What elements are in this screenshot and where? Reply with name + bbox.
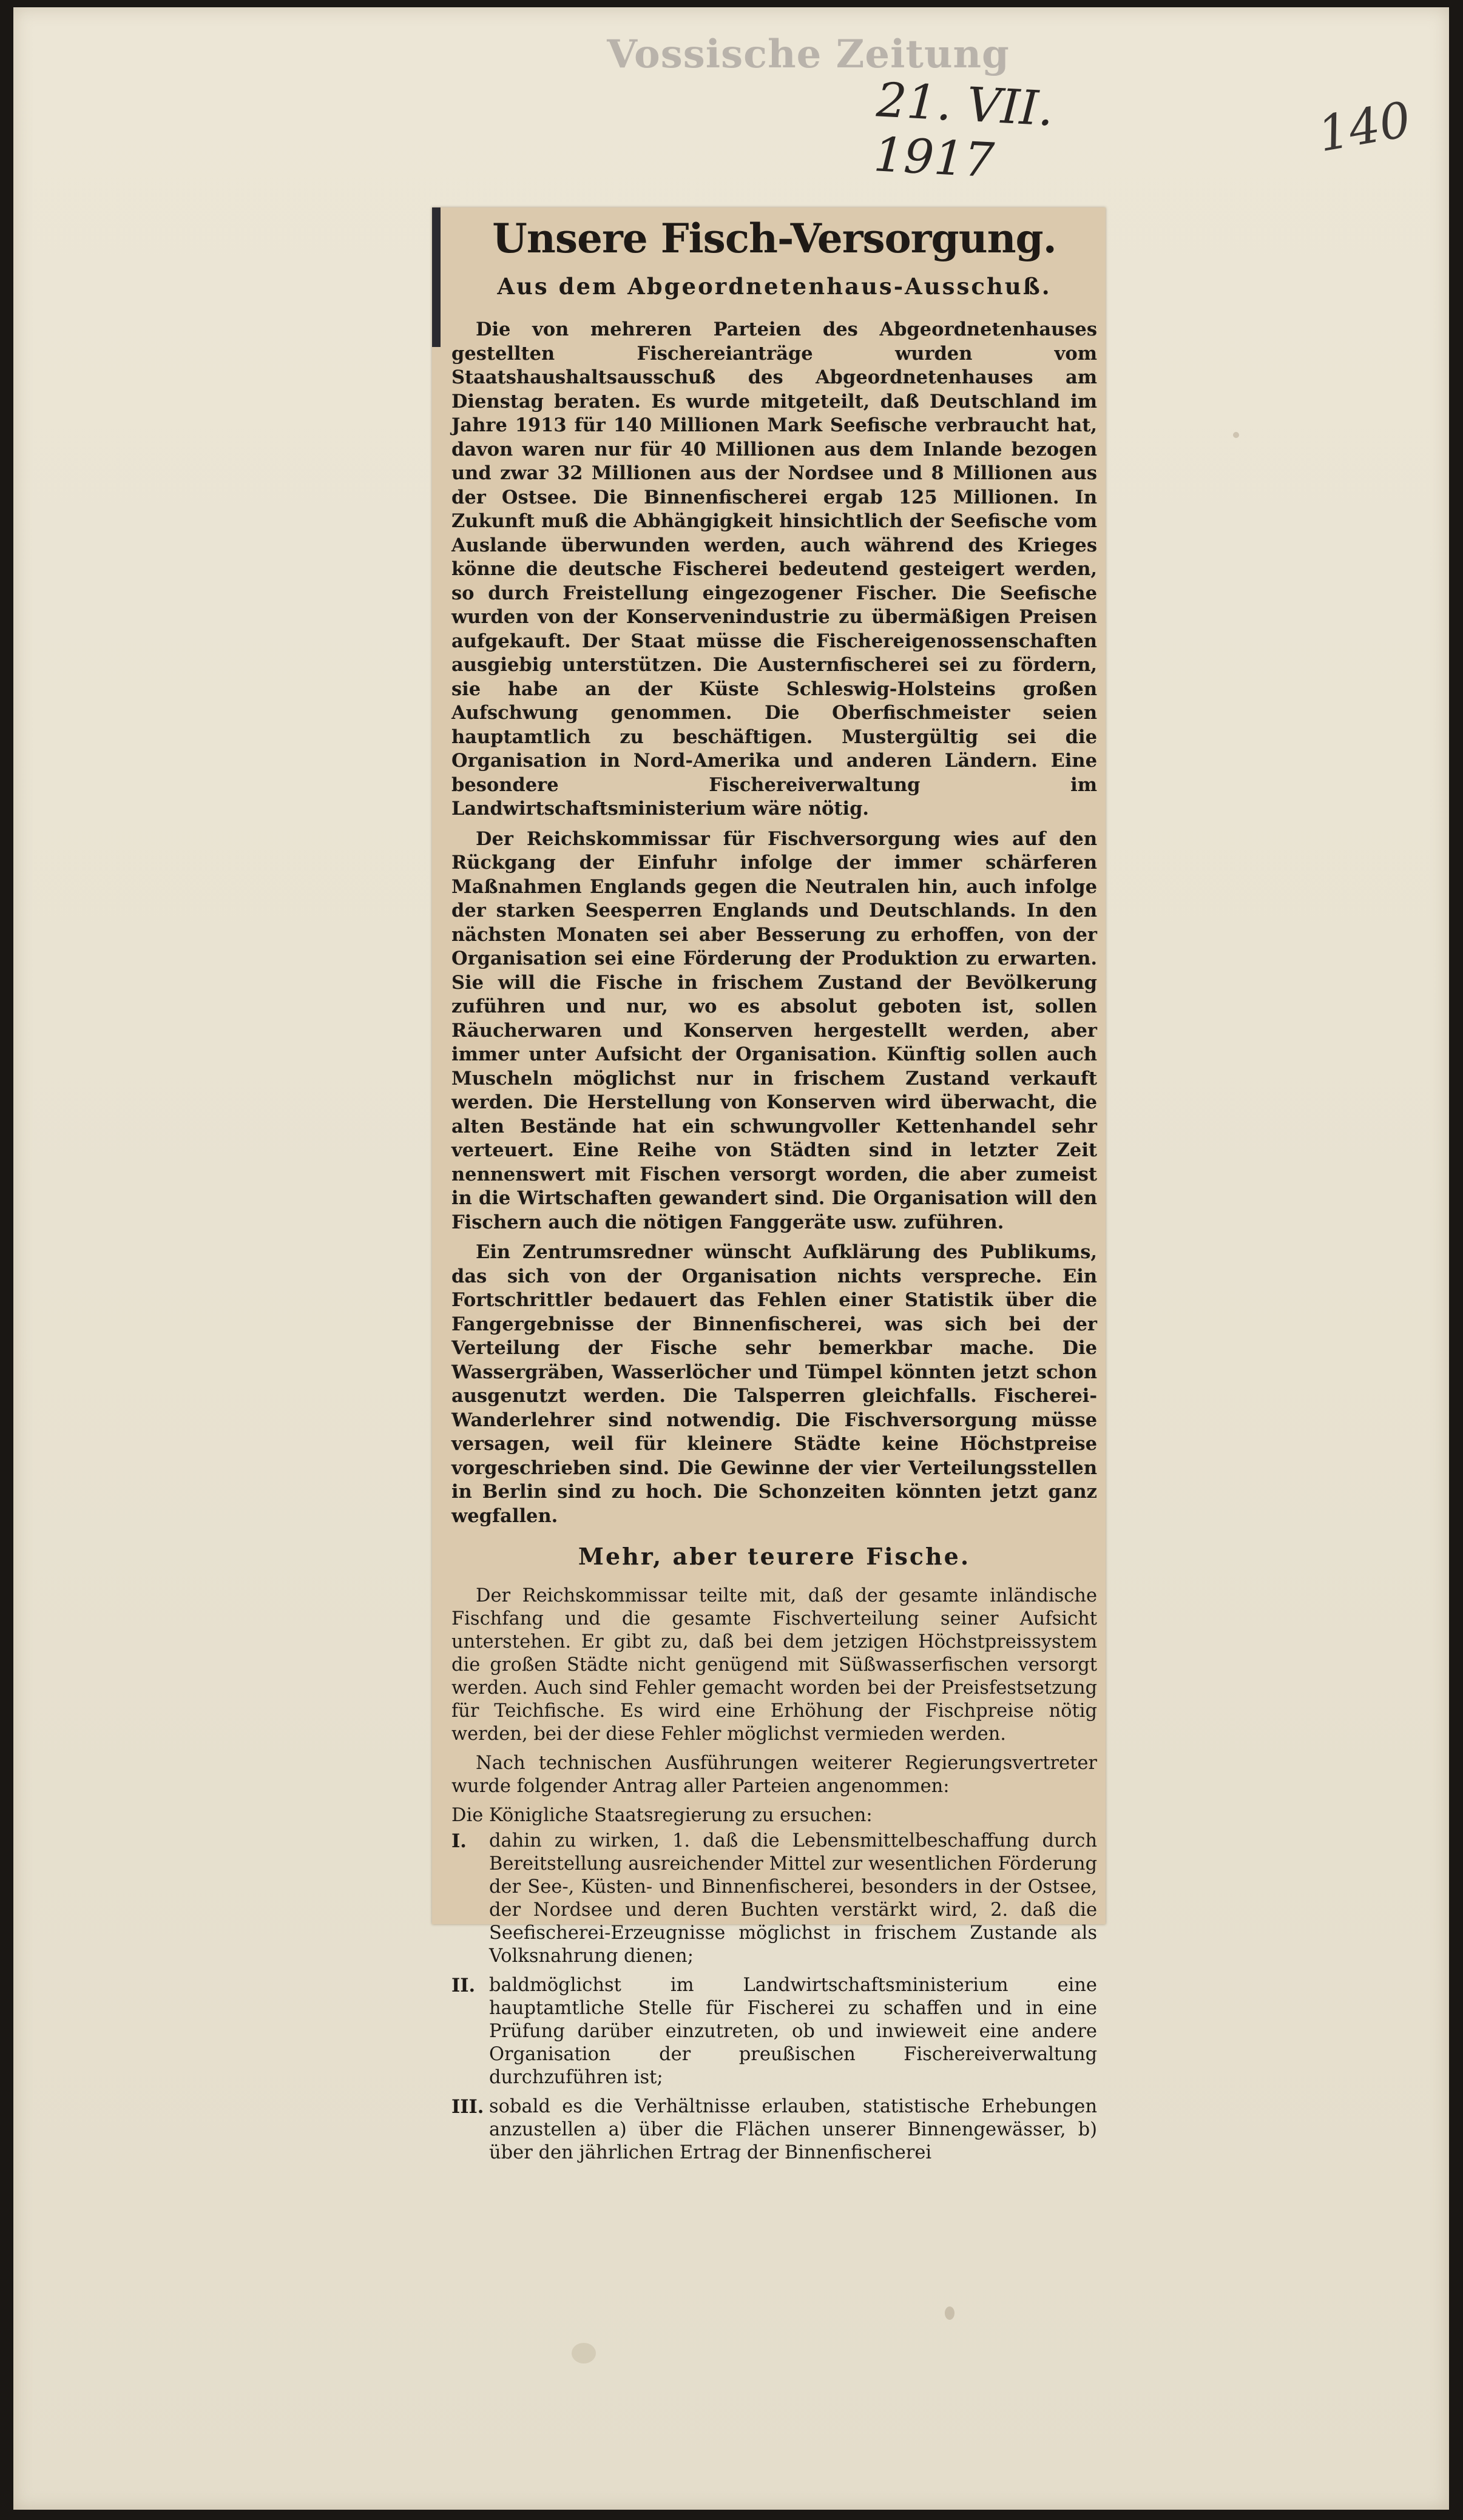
- article-headline: Unsere Fisch-Versorgung.: [492, 215, 1056, 262]
- article-paragraph: Nach technischen Ausführungen weiterer Regierungsvertreter wurde folgender Antrag aller Parteien angenommen:: [451, 1753, 1097, 1797]
- article-paragraph: Ein Zentrumsredner wünscht Aufklärung des Publikums, das sich von der Organisation nichts verspreche. Ein Fortschrittler bedauert das Fehlen einer Statistik über die Fangergebnisse der Binnenfischerei, was sich bei der Verteilung der Fische sehr bemerkbar mache. Die Wassergräben, Wasserlöcher und Tümpel könnten jetzt schon ausgenutzt werden. Die Talsperren gleichfalls. Fischerei-Wanderlehrer sind notwendig. Die Fischversorgung müsse versagen, weil für kleinere Städte keine Höchstpreise vorgeschrieben sind. Die Gewinne der vier Verteilungsstellen in Berlin sind zu hoch. Die Schonzeiten könnten jetzt ganz wegfallen.: [451, 1241, 1097, 1527]
- motion-item: [451, 1830, 1097, 1968]
- handwritten-date: 21. VII. 1917: [872, 73, 1055, 189]
- article-paragraph: Die von mehreren Parteien des Abgeordnetenhauses gestellten Fischereianträge wurden vom Staatshaushaltsausschuß des Abgeordnetenhauses am Dienstag beraten. Es wurde mitgeteilt, daß Deutschland im Jahre 1913 für 140 Millionen Mark Seefische verbraucht hat, davon waren nur für 40 Millionen aus dem Inlande bezogen und zwar 32 Millionen aus der Nordsee und 8 Millionen aus der Ostsee. Die Binnenfischerei ergab 125 Millionen. In Zukunft muß die Abhängigkeit hinsichtlich der Seefische vom Auslande überwunden werden, auch während des Krieges könne die deutsche Fischerei bedeutend gesteigert werden, so durch Freistellung eingezogener Fischer. Die Seefische wurden von der Konservenindustrie zu übermäßigen Preisen aufgekauft. Der Staat müsse die Fischereigenossenschaften ausgiebig unterstützen. Die Austernfischerei sei zu fördern, sie habe an der Küste Schleswig-Holsteins großen Aufschwung genommen. Die Oberfischmeister seien hauptamtlich zu beschäftigen. Mustergültig sei die Organisation in Nord-Amerika und anderen Ländern. Eine besondere Fischereiverwaltung im Landwirtschaftsministerium wäre nötig.: [451, 318, 1097, 820]
- article-paragraph: Der Reichskommissar für Fischversorgung wies auf den Rückgang der Einfuhr infolge der immer schärferen Maßnahmen Englands gegen die Neutralen hin, auch infolge der starken Seesperren Englands und Deutschlands. In den nächsten Monaten sei aber Besserung zu erhoffen, von der Organisation sei eine Förderung der Produktion zu erwarten. Sie will die Fische in frischem Zustand der Bevölkerung zuführen und nur, wo es absolut geboten ist, sollen Räucherwaren und Konserven hergestellt werden, aber immer unter Aufsicht der Organisation. Künftig sollen auch Muscheln möglichst nur in frischem Zustand verkauft werden. Die Herstellung von Konserven wird überwacht, die alten Bestände hat ein schwungvoller Kettenhandel sehr verteuert. Eine Reihe von Städten sind in letzter Zeit nennenswert mit Fischen versorgt worden, die aber zumeist in die Wirtschaften gewandert sind. Die Organisation will den Fischern auch die nötigen Fanggeräte usw. zuführen.: [451, 827, 1097, 1233]
- folio-number: 140: [1314, 91, 1415, 163]
- paper-blemish: [572, 2343, 596, 2363]
- paper-blemish: [1233, 432, 1239, 438]
- motion-item-text: dahin zu wirken, 1. daß die Lebensmittelbeschaffung durch Bereitstellung ausreichender Mittel zur wesentlichen Förderung der See-, Küsten- und Binnenfischerei, besonders in der Ostsee, der Nordsee und deren Buchten verstärkt wird, 2. daß die Seefischerei-Erzeugnisse möglichst in frischem Zustande als Volksnahrung dienen;: [489, 1830, 1097, 1967]
- motion-item: [451, 2095, 1097, 2165]
- motion-item-text: sobald es die Verhältnisse erlauben, statistische Erhebungen anzustellen a) über die Flächen unserer Binnengewässer, b) über den jährlichen Ertrag der Binnenfischerei: [489, 2096, 1097, 2163]
- motion-intro: Die Königliche Staatsregierung zu ersuchen:: [451, 1805, 873, 1826]
- newspaper-stamp: Vossische Zeitung: [607, 32, 1010, 77]
- motion-item-number: II.: [451, 1975, 476, 1996]
- paper-blemish: [945, 2306, 954, 2320]
- article-subheading: Aus dem Abgeordnetenhaus-Ausschuß.: [497, 273, 1052, 300]
- motion-item-text: baldmöglichst im Landwirtschaftsministerium eine hauptamtliche Stelle für Fischerei zu schaffen und in eine Prüfung darüber einzutreten, ob und inwieweit eine andere Organisation der preußischen Fischereiverwaltung durchzuführen ist;: [489, 1975, 1097, 2088]
- archive-sheet: [13, 7, 1449, 2510]
- motion-item-number: III.: [451, 2096, 484, 2118]
- motion-item-number: I.: [451, 1830, 467, 1852]
- article-paragraph: Der Reichskommissar teilte mit, daß der gesamte inländische Fischfang und die gesamte Fischverteilung seiner Aufsicht unterstehen. Er gibt zu, daß bei dem jetzigen Höchstpreissystem die großen Städte nicht genügend mit Süßwasserfischen versorgt werden. Auch sind Fehler gemacht worden bei der Preisfestsetzung für Teichfische. Es wird eine Erhöhung der Fischpreise nötig werden, bei der diese Fehler möglichst vermieden werden.: [451, 1585, 1097, 1745]
- newspaper-clipping: [432, 207, 1106, 2163]
- clipping-dark-edge: [432, 207, 441, 347]
- article-subheading-2: Mehr, aber teurere Fische.: [578, 1543, 971, 1570]
- motion-item: [451, 1974, 1097, 2089]
